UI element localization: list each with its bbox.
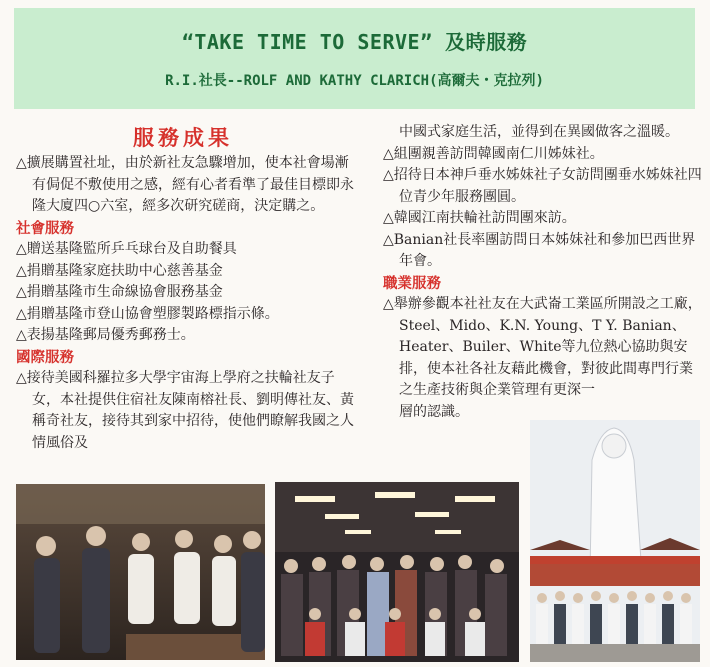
community-service-heading: 社會服務 <box>16 219 74 237</box>
list-item: △韓國江南扶輪社訪問團來訪。 <box>383 210 576 226</box>
list-item-end: 層的認識。 <box>399 403 469 420</box>
photo-factory-visit <box>16 484 265 660</box>
list-item: △Banian社長率團訪問日本姊妹社和參加巴西世界年會。 <box>383 231 696 269</box>
left-column <box>16 123 356 454</box>
photo-statue-temple-image <box>530 420 700 662</box>
list-item: △捐贈基隆家庭扶助中心慈善基金 <box>16 262 223 279</box>
list-item: △組團親善訪問韓國南仁川姊妹社。 <box>383 145 604 162</box>
photo-group-portrait <box>275 482 519 662</box>
continuation-paragraph: 中國式家庭生活，並得到在異國做客之溫暖。 <box>399 124 679 140</box>
list-item: △招待日本神戶垂水姊妹社子女訪問團垂水姊妹社四位青少年服務團圓。 <box>383 167 702 205</box>
photo-factory-visit-image <box>16 484 265 660</box>
section-title: 服務成果 <box>133 125 233 150</box>
list-item: △捐贈基隆市登山協會塑膠製路標指示條。 <box>16 305 279 322</box>
list-item: △捐贈基隆市生命線協會服務基金 <box>16 284 223 300</box>
list-item: △表揚基隆郵局優秀郵務士。 <box>16 327 195 343</box>
list-item: △舉辦參觀本社社友在大武崙工業區所開設之工廠，Steel、Mido、K.N. Young、T Y. Banian、Heater、Builer、White等九位熱心協助與安排，使本社各社友藉此機會，對彼此間專門行業之生產技術與企業管理有更深一 <box>383 296 702 398</box>
page-subtitle: R.I.社長--ROLF AND KATHY CLARICH(高爾夫・克拉列) <box>165 73 544 89</box>
international-service-heading: 國際服務 <box>16 348 74 366</box>
list-item: △贈送基隆監所乒乓球台及自助餐具 <box>16 241 237 257</box>
header-banner <box>14 8 695 109</box>
intro-paragraph: △擴展購置社址，由於新社友急驟增加，使本社會場漸有侷促不敷使用之感，經有心者看準了最佳目標即永隆大廈四○六室，經多次研究磋商，決定購之。 <box>16 155 354 214</box>
vocational-service-heading: 職業服務 <box>383 274 441 292</box>
list-item: △接待美國科羅拉多大學宇宙海上學府之扶輪社友子女，本社提供住宿社友陳南榕社長、劉明傳社友、黃稱奇社友，接待其到家中招待，使他們瞭解我國之人情風俗及 <box>16 370 354 451</box>
photo-group-portrait-image <box>275 482 519 662</box>
right-column <box>383 122 703 423</box>
page-title: “TAKE TIME TO SERVE” 及時服務 <box>181 30 528 54</box>
photo-statue-temple <box>530 420 700 662</box>
